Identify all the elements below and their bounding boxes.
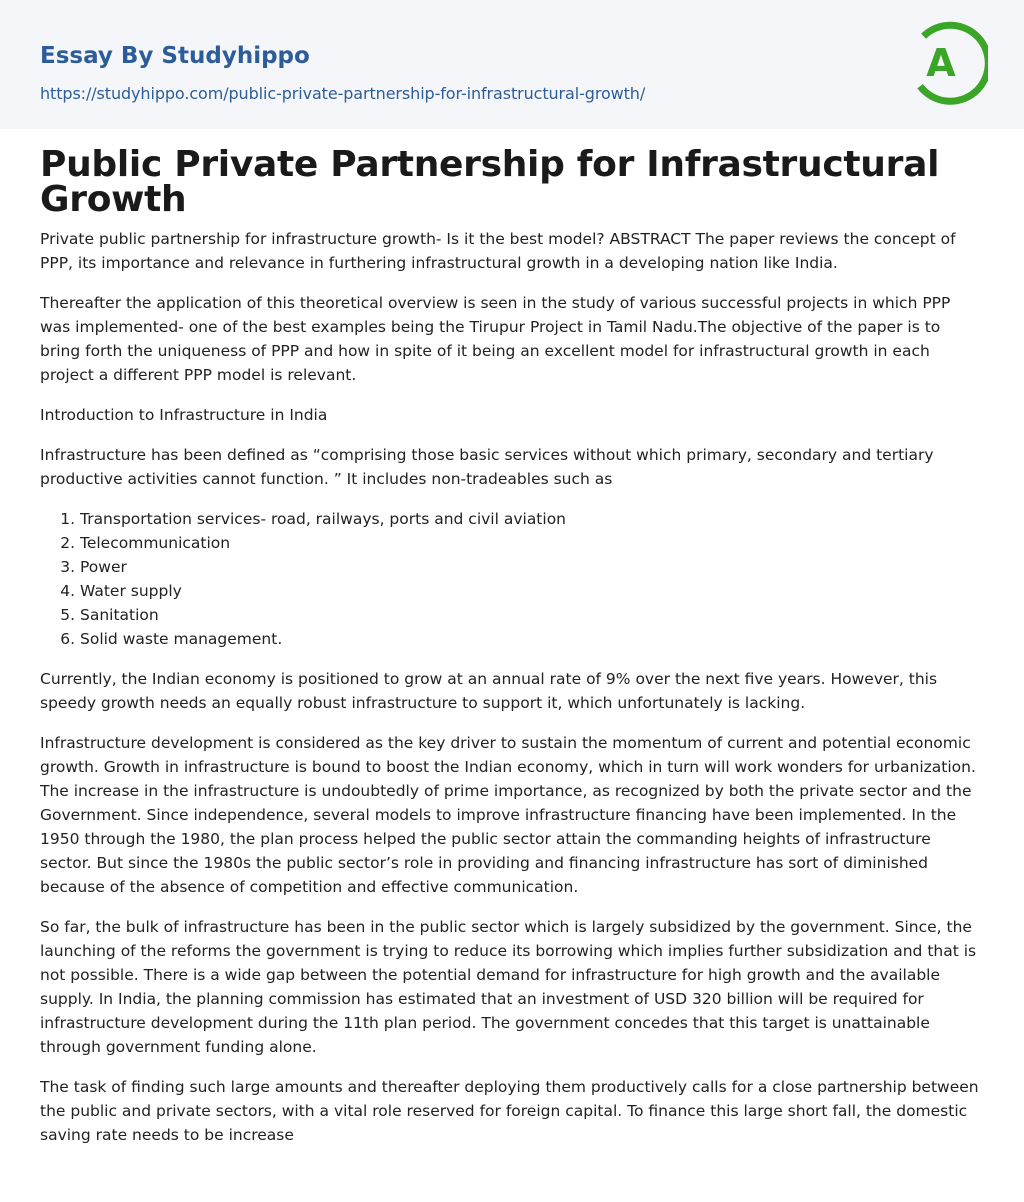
list-item: 5. Sanitation xyxy=(80,603,984,627)
site-header xyxy=(0,0,1024,129)
list-item: 3. Power xyxy=(80,555,984,579)
article xyxy=(0,129,1024,1147)
paragraph: Private public partnership for infrastructure growth- Is it the best model? ABSTRACT The paper reviews the concept of PPP, its importance and relevance in furthering infrastructural growth in a developing nation like India. xyxy=(40,230,956,272)
studyhippo-logo-icon[interactable] xyxy=(912,19,988,107)
paragraph: Currently, the Indian economy is positioned to grow at an annual rate of 9% over the next five years. However, this speedy growth needs an equally robust infrastructure to support it, which unfortunately is lacking. xyxy=(40,670,938,712)
paragraph: The task of finding such large amounts and thereafter deploying them productively calls for a close partnership between the public and private sectors, with a vital role reserved for foreign capital. To finance this large short fall, the domestic saving rate needs to be increase xyxy=(40,1078,979,1144)
list-item: 2. Telecommunication xyxy=(80,531,984,555)
source-url-link[interactable]: https://studyhippo.com/public-private-partnership-for-infrastructural-growth/ xyxy=(40,84,646,103)
list-item: 1. Transportation services- road, railways, ports and civil aviation xyxy=(80,507,984,531)
paragraph: So far, the bulk of infrastructure has been in the public sector which is largely subsidized by the government. Since, the launching of the reforms the government is trying to reduce its borrowing which implies further subsidization and that is not possible. There is a wide gap between the potential demand for infrastructure for high growth and the available supply. In India, the planning commission has estimated that an investment of USD 320 billion will be required for infrastructure development during the 11th plan period. The government concedes that this target is unattainable through government funding alone. xyxy=(40,918,977,1056)
list-item: 4. Water supply xyxy=(80,579,984,603)
article-title: Public Private Partnership for Infrastructural Growth xyxy=(40,144,940,220)
list-item: 6. Solid waste management. xyxy=(80,627,984,651)
site-brand[interactable]: Essay By Studyhippo xyxy=(40,43,310,69)
logo-letter: A xyxy=(926,41,956,85)
section-heading: Introduction to Infrastructure in India xyxy=(40,406,328,424)
paragraph: Thereafter the application of this theoretical overview is seen in the study of various successful projects in which PPP was implemented- one of the best examples being the Tirupur Project in Tamil Nadu.The objective of the paper is to bring forth the uniqueness of PPP and how in spite of it being an excellent model for infrastructural growth in each project a different PPP model is relevant. xyxy=(40,294,951,384)
paragraph: Infrastructure has been defined as “comprising those basic services without which primary, secondary and tertiary productive activities cannot function. ” It includes non-tradeables such as xyxy=(40,446,934,488)
infrastructure-list xyxy=(40,507,984,651)
paragraph: Infrastructure development is considered as the key driver to sustain the momentum of current and potential economic growth. Growth in infrastructure is bound to boost the Indian economy, which in turn will work wonders for urbanization. The increase in the infrastructure is undoubtedly of prime importance, as recognized by both the private sector and the Government. Since independence, several models to improve infrastructure financing have been implemented. In the 1950 through the 1980, the plan process helped the public sector attain the commanding heights of infrastructure sector. But since the 1980s the public sector’s role in providing and financing infrastructure has sort of diminished because of the absence of competition and effective communication. xyxy=(40,734,976,896)
